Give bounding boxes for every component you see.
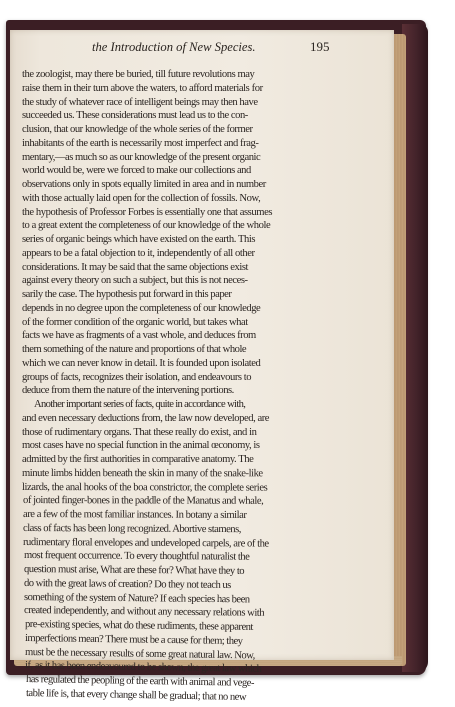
text-line: most cases have no special function in the animal œconomy, is (22, 440, 260, 452)
text-line: to a great extent the completeness of our knowledge of the whole (22, 220, 271, 232)
text-line: them something of the nature and proportions of that whole (22, 344, 247, 355)
text-line: if, as it has been endeavoured to be shown, the great law which (25, 660, 262, 676)
running-title: the Introduction of New Species. (92, 40, 256, 54)
text-line: facts we have as fragments of a vast whole, and deduces from (22, 330, 256, 342)
text-line: deduce from them the nature of the intervening portions. (22, 385, 234, 397)
text-line: most frequent occurrence. To every thoughtful naturalist the (23, 550, 249, 563)
text-line: series of organic beings which have existed on the earth. This (22, 234, 255, 245)
text-line: do with the great laws of creation? Do they not teach us (23, 577, 231, 591)
text-line: the hypothesis of Professor Forbes is essentially one that assumes (22, 206, 273, 218)
text-line: question must arise, What are these for? What have they to (23, 564, 244, 577)
text-line: must be the necessary results of some great natural law. Now, (25, 646, 256, 661)
text-line: something of the system of Nature? If each species has been (24, 591, 250, 605)
text-line: the zoologist, may there be buried, till future revolutions may (22, 69, 255, 80)
text-line: raise them in their turn above the waters, to afford materials for (22, 82, 263, 94)
text-line: depends in no degree upon the completeness of our knowledge (22, 302, 261, 314)
text-line: minute limbs hidden beneath the skin in many of the snake-like (22, 467, 263, 480)
text-line: considerations. It may be said that the same objections exist (22, 261, 249, 273)
text-line: sarily the case. The hypothesis put forward in this paper (22, 289, 232, 300)
text-line: are a few of the most familiar instances. In botany a similar (22, 509, 247, 521)
text-line: has regulated the peopling of the earth with animal and vege- (25, 674, 254, 689)
text-line: of jointed finger-bones in the paddle of the Manatus and whale, (22, 495, 263, 508)
text-line: of the former condition of the organic world, but takes what (22, 316, 248, 328)
text-line: and even necessary deductions from, the law now developed, are (22, 412, 270, 424)
text-line: against every theory on such a subject, but this is not neces- (22, 275, 248, 287)
text-line: groups of facts, recognizes their isolation, and endeavours to (22, 371, 252, 383)
running-head (10, 40, 394, 60)
text-line: lizards, the anal hooks of the boa constrictor, the complete series (22, 481, 268, 494)
text-line: appears to be a fatal objection to it, independently of all other (22, 247, 255, 259)
text-line: the study of whatever race of intelligent beings may then have (22, 96, 258, 108)
text-line: with those actually laid open for the collection of fossils. Now, (22, 192, 261, 204)
text-line: world would be, were we forced to make our collections and (22, 165, 251, 177)
text-line: mentary,—as much so as our knowledge of the present organic (22, 151, 261, 163)
text-line: clusion, that our knowledge of the whole series of the former (22, 124, 253, 135)
text-line: observations only in spots equally limited in area and in number (22, 179, 266, 190)
text-line: created independently, and without any necessary relations with (24, 605, 265, 620)
text-line: imperfections mean? There must be a cause for them; they (24, 632, 243, 647)
text-line: rudimentary floral envelopes and undeveloped carpels, are of the (23, 536, 270, 550)
text-line: admitted by the first authorities in comparative anatomy. The (22, 454, 254, 465)
page-number: 195 (310, 39, 330, 54)
text-line: those of rudimentary organs. That these really do exist, and in (22, 426, 257, 438)
text-line: pre-existing species, what do these rudiments, these apparent (24, 619, 253, 633)
text-line: class of facts has been long recognized. Abortive stamens, (23, 522, 242, 535)
text-line: which we can never know in detail. It is founded upon isolated (22, 357, 261, 369)
text-line: inhabitants of the earth is necessarily most imperfect and frag- (22, 137, 259, 149)
text-line: succeeded us. These considerations must lead us to the con- (22, 110, 248, 122)
text-line: table life is, that every change shall be gradual; that no new (25, 687, 246, 703)
text-line: Another important series of facts, quite in accordance with, (34, 399, 246, 410)
